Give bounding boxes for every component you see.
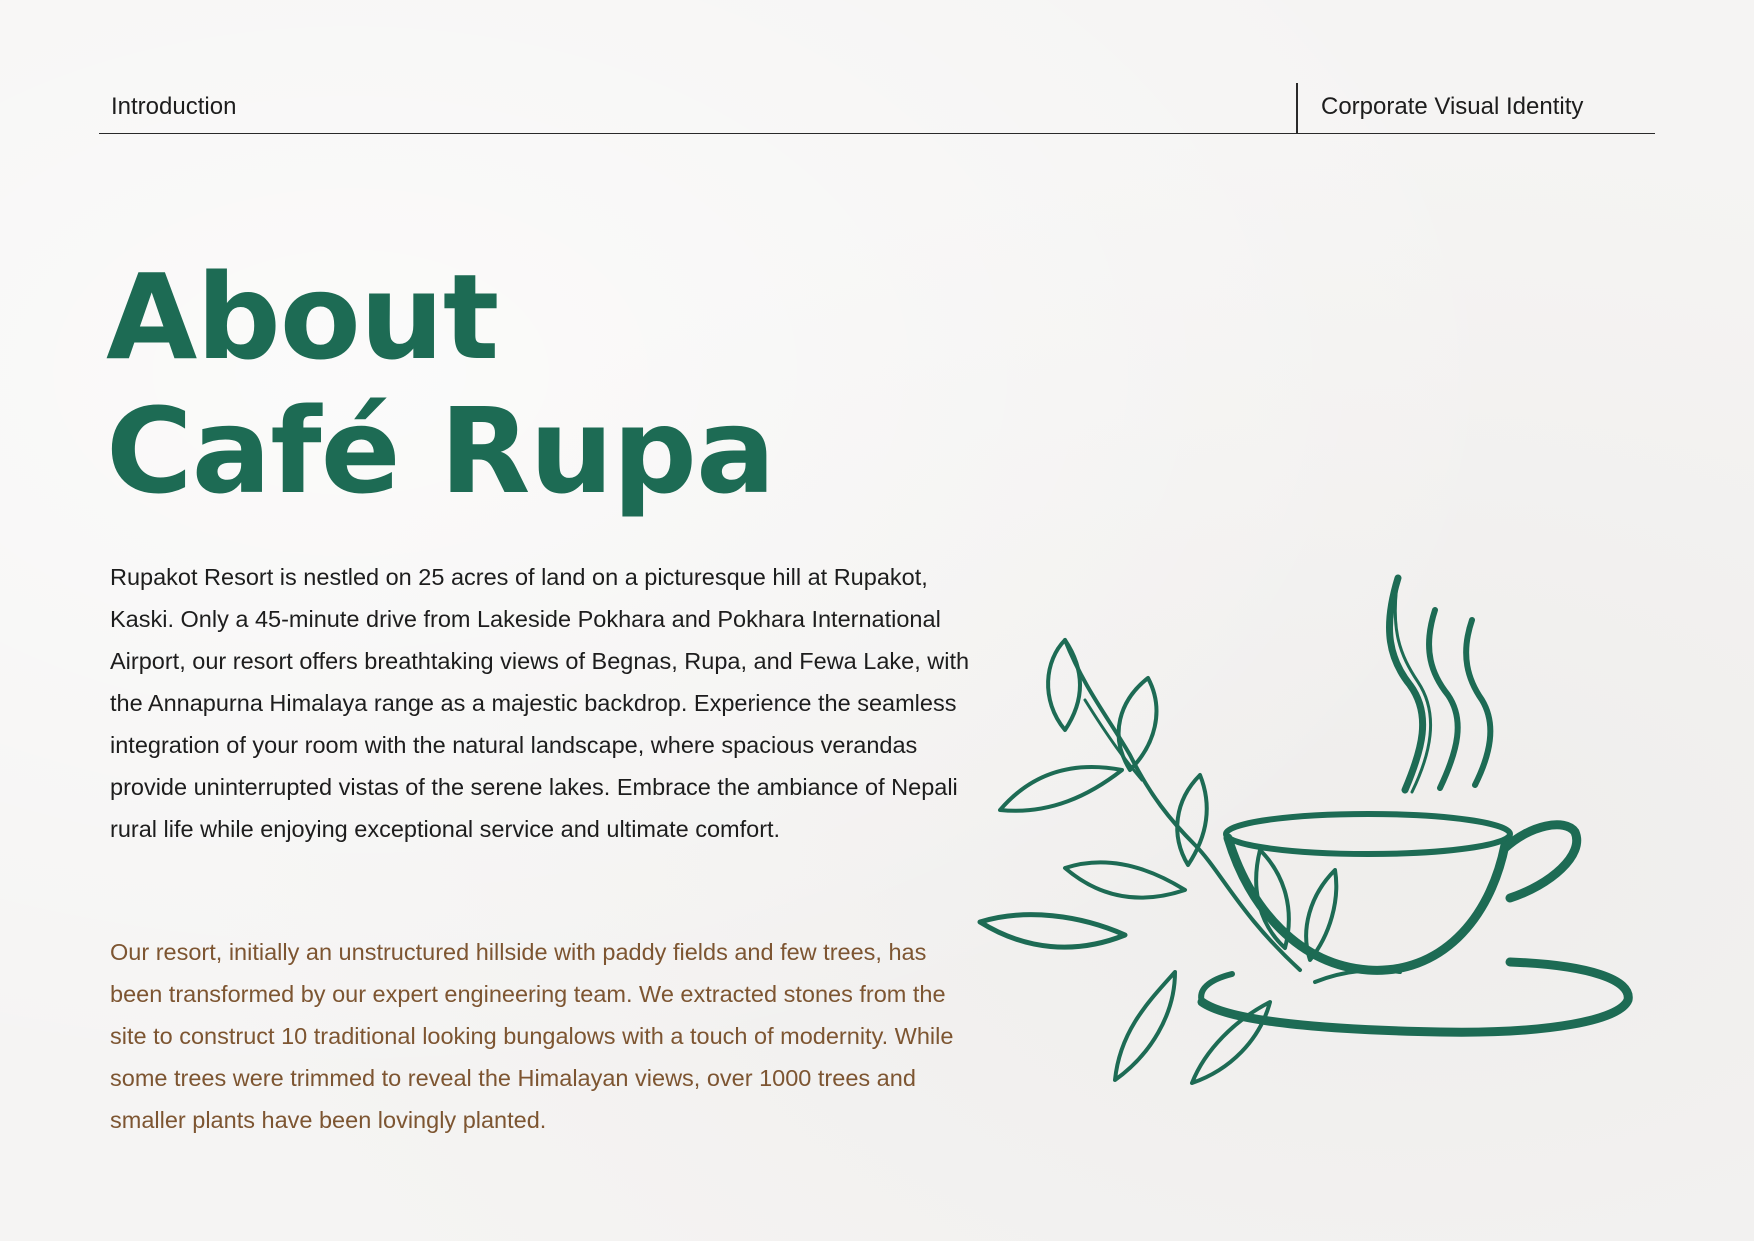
document-label: Corporate Visual Identity (1321, 93, 1584, 120)
title-line-2: Café Rupa (106, 382, 775, 520)
history-paragraph: Our resort, initially an unstructured hillside with paddy fields and few trees, has been transformed by our expert engineering team. We extracted stones from the site to construct 10 traditional looking bungalows with a touch of modernity. While some trees were trimmed to reveal the Himalayan views, over 1000 trees and smaller plants have been lovingly planted. (110, 939, 954, 1133)
intro-paragraph: Rupakot Resort is nestled on 25 acres of land on a picturesque hill at Rupakot, Kaski. Only a 45-minute drive from Lakeside Pokhara and Pokhara International Airport, our resort offers breathtaking views of Begnas, Rupa, and Fewa Lake, with the Annapurna Himalaya range as a majestic backdrop. Experience the seamless integration of your room with the natural landscape, where spacious verandas provide uninterrupted vistas of the serene lakes. Embrace the ambiance of Nepali rural life while enjoying exceptional service and ultimate comfort. (110, 564, 970, 842)
title-line-1: About (106, 248, 499, 386)
tea-cup-with-leaves-icon (970, 570, 1700, 1090)
page-title (106, 250, 775, 518)
header-divider (1296, 83, 1298, 134)
section-label: Introduction (111, 93, 237, 120)
page-header (99, 83, 1655, 134)
